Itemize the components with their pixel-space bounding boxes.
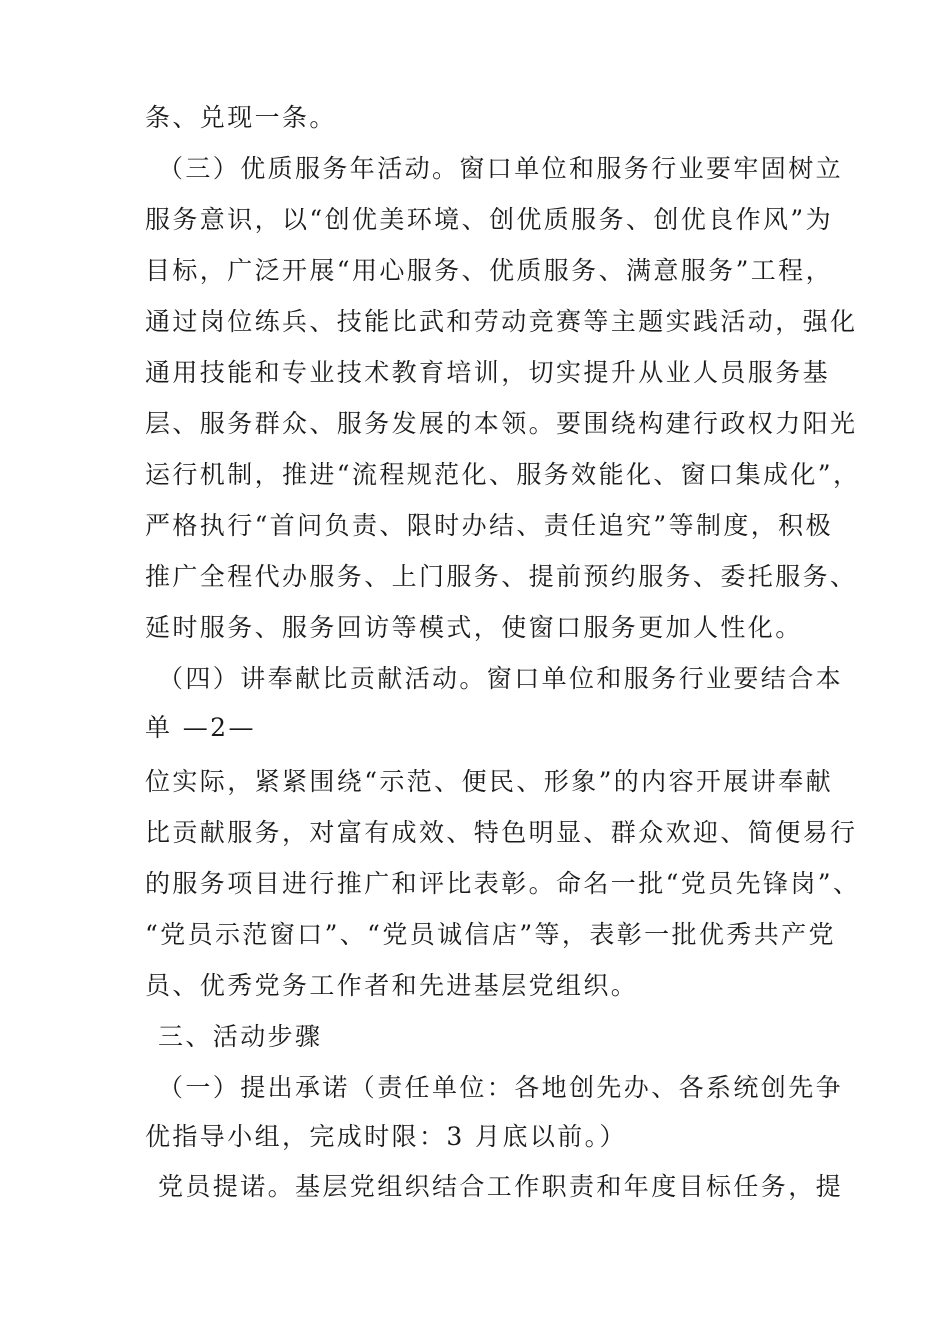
- text-line: 位实际，紧紧围绕“示范、便民、形象”的内容开展讲奉献: [145, 767, 833, 796]
- text-line: 通用技能和专业技术教育培训，切实提升从业人员服务基: [145, 358, 831, 387]
- text-line: 服务意识，以“创优美环境、创优质服务、创优良作风”为: [145, 205, 833, 234]
- text-line: 比贡献服务，对富有成效、特色明显、群众欢迎、简便易行: [145, 818, 858, 847]
- text-line: 严格执行“首问负责、限时办结、责任追究”等制度，积极: [145, 511, 833, 540]
- section-heading: 三、活动步骤: [158, 1022, 323, 1051]
- text-line: 层、服务群众、服务发展的本领。要围绕构建行政权力阳光: [145, 409, 858, 438]
- text-line: 通过岗位练兵、技能比武和劳动竞赛等主题实践活动，强化: [145, 307, 858, 336]
- text-line: 优指导小组，完成时限：3 月底以前。）: [145, 1122, 627, 1151]
- text-line: 推广全程代办服务、上门服务、提前预约服务、委托服务、: [145, 562, 858, 591]
- text-line: 党员提诺。基层党组织结合工作职责和年度目标任务，提: [158, 1172, 844, 1201]
- text-line: （三）优质服务年活动。窗口单位和服务行业要牢固树立: [158, 154, 844, 183]
- text-line: “党员示范窗口”、“党员诚信店”等，表彰一批优秀共产党: [145, 920, 836, 949]
- text-line: 条、兑现一条。: [145, 103, 337, 132]
- text-line: （一）提出承诺（责任单位：各地创先办、各系统创先争: [158, 1073, 844, 1102]
- text-line: 员、优秀党务工作者和先进基层党组织。: [145, 971, 639, 1000]
- page-number-line: 单 —2—: [145, 713, 256, 742]
- text-line: 运行机制，推进“流程规范化、服务效能化、窗口集成化”，: [145, 460, 861, 489]
- text-line: 延时服务、服务回访等模式，使窗口服务更加人性化。: [145, 613, 803, 642]
- text-line: 的服务项目进行推广和评比表彰。命名一批“党员先锋岗”、: [145, 869, 861, 898]
- text-line: 目标，广泛开展“用心服务、优质服务、满意服务”工程，: [145, 256, 833, 285]
- text-line: （四）讲奉献比贡献活动。窗口单位和服务行业要结合本: [158, 664, 844, 693]
